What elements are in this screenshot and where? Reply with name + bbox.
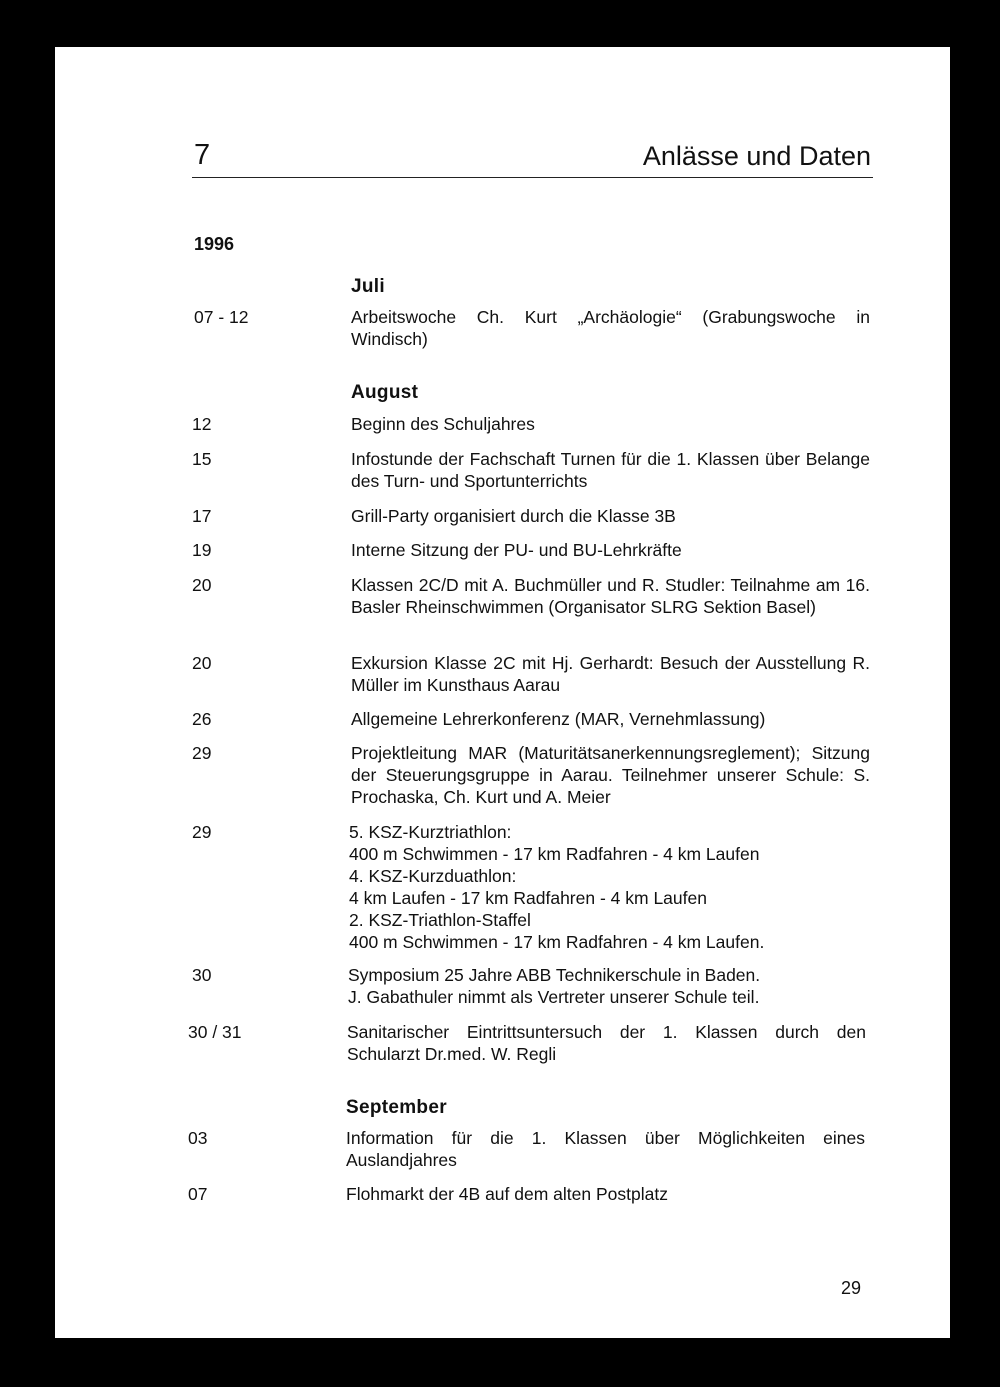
entry-date: 07 [188, 1184, 208, 1204]
entry-text: Information für die 1. Klassen über Möglichkeiten eines Auslandjahres [346, 1128, 865, 1170]
entry-text: Sanitarischer Eintrittsuntersuch der 1. Klassen durch den Schularzt Dr.med. W. Regli [347, 1022, 866, 1064]
entry-date: 30 / 31 [188, 1022, 242, 1042]
entry-line: 400 m Schwimmen - 17 km Radfahren - 4 km Laufen [349, 844, 760, 864]
entry-text: Klassen 2C/D mit A. Buchmüller und R. Studler: Teilnahme am 16. Basler Rheinschwimmen (Organisator SLRG Sektion Basel) [351, 575, 870, 617]
entry-date: 12 [192, 414, 212, 434]
entry-text: Allgemeine Lehrerkonferenz (MAR, Vernehmlassung) [351, 709, 766, 729]
entry-text: Exkursion Klasse 2C mit Hj. Gerhardt: Besuch der Ausstellung R. Müller im Kunsthaus Aarau [351, 653, 870, 695]
entry-date: 15 [192, 449, 212, 469]
entry-line: 5. KSZ-Kurztriathlon: [349, 822, 512, 842]
entry-date: 29 [192, 743, 212, 763]
entry-date: 20 [192, 653, 212, 673]
entry-text: Flohmarkt der 4B auf dem alten Postplatz [346, 1184, 668, 1204]
entry-date: 26 [192, 709, 212, 729]
entry-line: 4. KSZ-Kurzduathlon: [349, 866, 517, 886]
entry-text: Projektleitung MAR (Maturitätsanerkennungsreglement); Sitzung der Steuerungsgruppe in Aarau. Teilnehmer unserer Schule: S. Prochaska, Ch. Kurt und A. Meier [351, 743, 870, 807]
entry-text: Arbeitswoche Ch. Kurt „Archäologie“ (Grabungswoche in Windisch) [351, 307, 870, 349]
year-heading: 1996 [194, 234, 235, 254]
page-number: 29 [841, 1278, 862, 1298]
entry-date: 19 [192, 540, 212, 560]
entry-date: 29 [192, 822, 212, 842]
entry-line: Symposium 25 Jahre ABB Technikerschule in Baden. [348, 965, 761, 985]
chapter-header [192, 137, 873, 178]
entry-date: 03 [188, 1128, 208, 1148]
chapter-title: Anlässe und Daten [642, 141, 871, 171]
entry-date: 07 - 12 [194, 307, 249, 327]
entry-text [348, 964, 867, 1008]
entry-text [349, 821, 868, 953]
entry-text: Infostunde der Fachschaft Turnen für die 1. Klassen über Belange des Turn- und Sportunterrichts [351, 449, 870, 491]
entry-date: 17 [192, 506, 212, 526]
entry-date: 20 [192, 575, 212, 595]
entry-line: 400 m Schwimmen - 17 km Radfahren - 4 km Laufen. [349, 932, 765, 952]
entry-text: Grill-Party organisiert durch die Klasse 3B [351, 506, 676, 526]
entry-date: 30 [192, 965, 212, 985]
entry-line: 4 km Laufen - 17 km Radfahren - 4 km Laufen [349, 888, 707, 908]
month-heading-august: August [351, 382, 419, 403]
entry-text: Interne Sitzung der PU- und BU-Lehrkräfte [351, 540, 682, 560]
month-heading-juli: Juli [351, 276, 385, 297]
entry-line: J. Gabathuler nimmt als Vertreter unserer Schule teil. [348, 987, 760, 1007]
document-page [55, 47, 950, 1338]
entry-line: 2. KSZ-Triathlon-Staffel [349, 910, 531, 930]
chapter-number: 7 [194, 139, 211, 171]
month-heading-september: September [346, 1097, 447, 1118]
entry-text: Beginn des Schuljahres [351, 414, 535, 434]
